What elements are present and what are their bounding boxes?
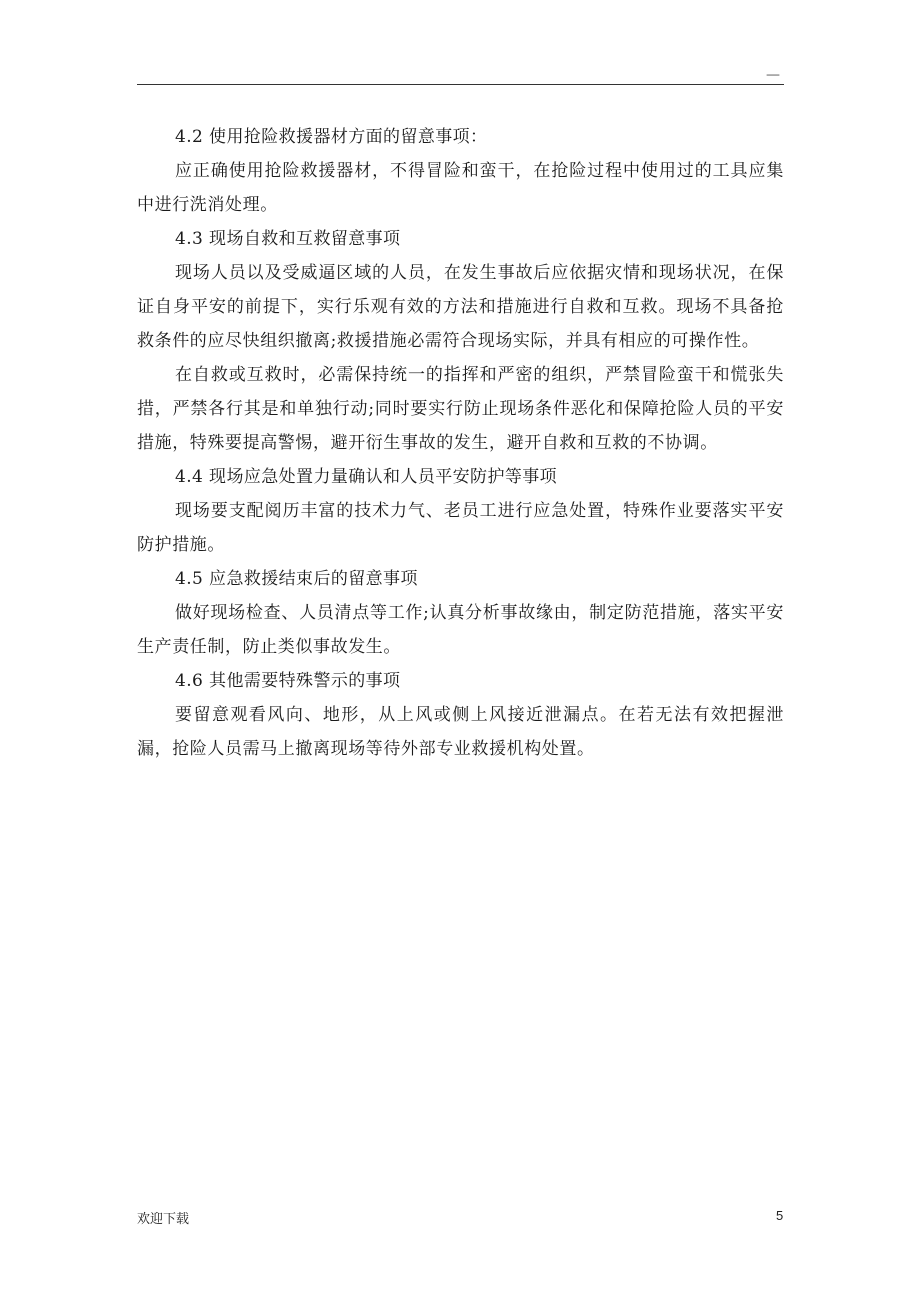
section-paragraph: 要留意观看风向、地形，从上风或侧上风接近泄漏点。在若无法有效把握泄漏，抢险人员需马上撤离现场等待外部专业救援机构处置。: [137, 705, 784, 759]
section-heading-4-2: 4.2 使用抢险救援器材方面的留意事项：: [175, 127, 488, 147]
section-paragraph: 在自救或互救时，必需保持统一的指挥和严密的组织，严禁冒险蛮干和慌张失措，严禁各行其是和单独行动;同时要实行防止现场条件恶化和保障抢险人员的平安措施，特殊要提高警惕，避开衍生事故的发生，避开自救和互救的不协调。: [137, 365, 784, 453]
document-body: [137, 120, 784, 766]
section-paragraph: 现场人员以及受威逼区域的人员，在发生事故后应依据灾情和现场状况，在保证自身平安的前提下，实行乐观有效的方法和措施进行自救和互救。现场不具备抢救条件的应尽快组织撤离;救援措施必需符合现场实际，并具有相应的可操作性。: [137, 263, 784, 351]
section-heading-4-4: 4.4 现场应急处置力量确认和人员平安防护等事项: [175, 467, 558, 487]
page-number: 5: [776, 1208, 784, 1223]
section-heading-4-6: 4.6 其他需要特殊警示的事项: [175, 671, 401, 691]
section-heading-4-5: 4.5 应急救援结束后的留意事项: [175, 569, 418, 589]
section-paragraph: 现场要支配阅历丰富的技术力气、老员工进行应急处置，特殊作业要落实平安防护措施。: [137, 501, 784, 555]
section-paragraph: 应正确使用抢险救援器材，不得冒险和蛮干，在抢险过程中使用过的工具应集中进行洗消处理。: [137, 161, 784, 215]
section-heading-4-3: 4.3 现场自救和互救留意事项: [175, 229, 401, 249]
section-paragraph: 做好现场检查、人员清点等工作;认真分析事故缘由，制定防范措施，落实平安生产责任制，防止类似事故发生。: [137, 603, 784, 657]
footer-text: 欢迎下载: [137, 1212, 190, 1227]
header-rule: [137, 84, 784, 85]
header-mark: —: [766, 67, 780, 83]
